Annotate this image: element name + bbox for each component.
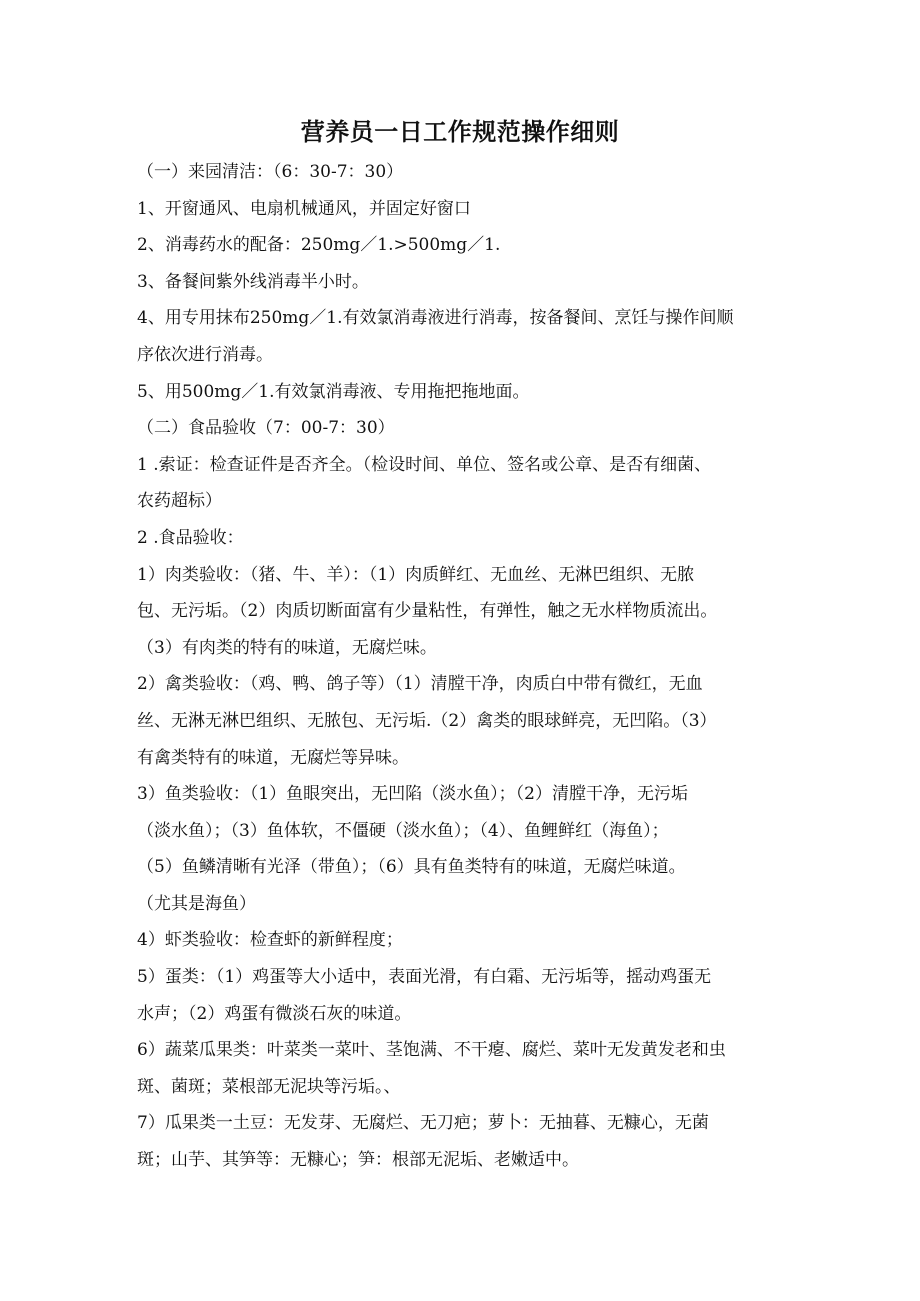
text-line: 1）肉类验收：（猪、牛、羊）：（1）肉质鲜红、无血丝、无淋巴组织、无脓 xyxy=(137,564,695,585)
text-line: （3）有肉类的特有的味道，无腐烂味。 xyxy=(137,637,437,658)
text-line: 4、用专用抹布250mg／1.有效氯消毒液进行消毒，按备餐间、烹饪与操作间顺 xyxy=(137,308,734,329)
text-line: （5）鱼鳞清晰有光泽（带鱼）；（6）具有鱼类特有的味道，无腐烂味道。 xyxy=(137,857,686,878)
text-line: 斑；山芋、其笋等：无糠心；笋：根部无泥垢、老嫩适中。 xyxy=(137,1150,579,1171)
text-line: 2、消毒药水的配备：250mg／1.>500mg／1. xyxy=(137,235,501,256)
text-line: 3）鱼类验收：（1）鱼眼突出，无凹陷（淡水鱼）；（2）清膛干净，无污垢 xyxy=(137,784,688,805)
text-line: 有禽类特有的味道，无腐烂等异味。 xyxy=(137,747,409,768)
text-line: （淡水鱼）；（3）鱼体软，不僵硬（淡水鱼）；（4）、鱼鲤鲜红（海鱼）； xyxy=(137,820,669,841)
text-line: 2 .食品验收： xyxy=(137,527,244,548)
text-line: （一）来园清洁：（6：30-7：30） xyxy=(137,162,404,182)
text-line: 斑、菌斑；菜根部无泥块等污垢。、 xyxy=(137,1076,401,1097)
text-line: 包、无污垢。（2）肉质切断面富有少量粘性，有弹性，触之无水样物质流出。 xyxy=(137,601,718,622)
text-line: 序依次进行消毒。 xyxy=(137,344,273,365)
text-line: 5、用500mg／1.有效氯消毒液、专用拖把拖地面。 xyxy=(137,381,530,402)
text-line: 6）蔬菜瓜果类：叶菜类一菜叶、茎饱满、不干瘪、腐烂、菜叶无发黄发老和虫 xyxy=(137,1040,726,1061)
text-line: 7）瓜果类一土豆：无发芽、无腐烂、无刀疤；萝卜：无抽暮、无糠心，无菌 xyxy=(137,1113,709,1134)
text-line: 水声；（2）鸡蛋有微淡石灰的味道。 xyxy=(137,1003,412,1024)
document-title: 营养员一日工作规范操作细则 xyxy=(300,118,620,146)
text-line: 1、开窗通风、电扇机械通风，并固定好窗口 xyxy=(137,198,471,219)
text-line: 丝、无淋无淋巴组织、无脓包、无污垢.（2）禽类的眼球鲜亮，无凹陷。（3） xyxy=(137,710,717,731)
text-line: （二）食品验收（7：00-7：30） xyxy=(137,418,395,439)
text-line: 5）蛋类：（1）鸡蛋等大小适中，表面光滑，有白霜、无污垢等，摇动鸡蛋无 xyxy=(137,967,712,988)
text-line: 4）虾类验收：检查虾的新鲜程度； xyxy=(137,930,403,951)
text-line: 3、备餐间紫外线消毒半小时。 xyxy=(137,271,369,292)
text-line: 农药超标） xyxy=(137,491,222,512)
document-body xyxy=(137,154,787,1179)
text-line: （尤其是海鱼） xyxy=(137,893,256,914)
text-line: 1 .索证：检查证件是否齐全。（检设时间、单位、签名或公章、是否有细菌、 xyxy=(137,454,712,475)
text-line: 2）禽类验收：（鸡、鸭、鸽子等）（1）清膛干净，肉质白中带有微红，无血 xyxy=(137,674,703,695)
